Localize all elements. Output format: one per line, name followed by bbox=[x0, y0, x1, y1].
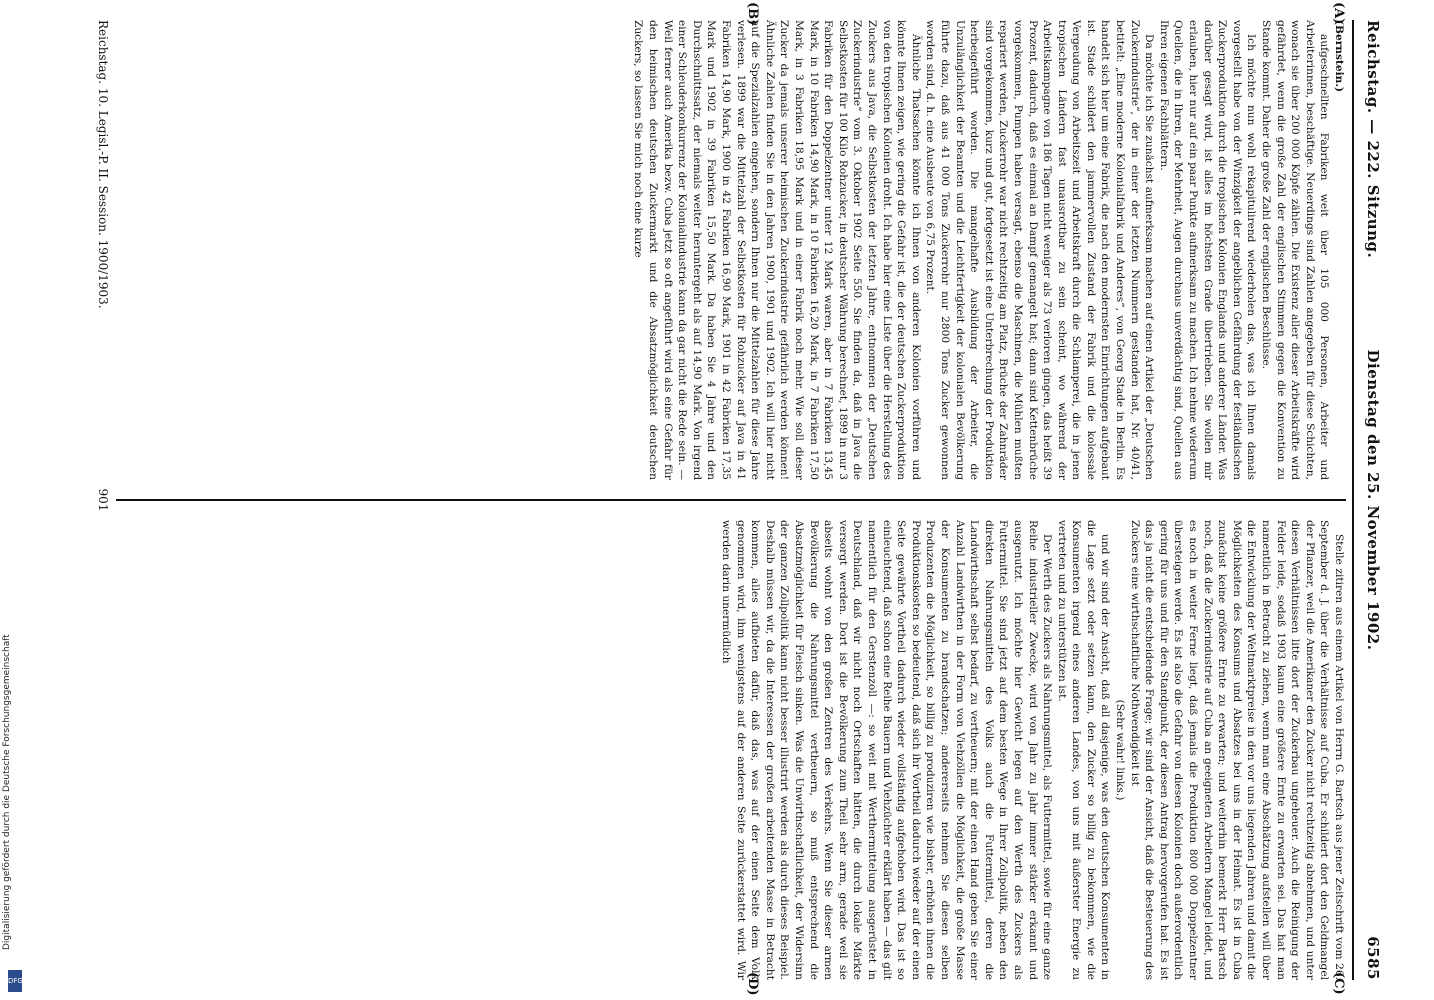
column-divider bbox=[116, 499, 1346, 501]
margin-marker-b: (B) bbox=[745, 2, 760, 26]
running-header bbox=[1356, 20, 1382, 980]
header-session: Reichstag. — 222. Sitzung. bbox=[1364, 20, 1382, 259]
paragraph: Ich möchte nun wohl rekapitulirend wiederholen das, was ich Ihnen damals vorgestellt habe von der Winzigkeit der angeblichen Gefährdung der festländischen Zuckerproduktion durch die tropischen Kolonien Englands und anderer Länder. Was darüber gesagt wird, ist alles im höchsten Grade übertrieben. Sie wollen mir erlauben, hier nur auf ein paar Punkte aufmerksam zu machen. Ich nehme wiederum Quellen, die in Ihren, der Mehrheit, Augen durchaus unverdächtig sind, Quellen aus Ihren eigenen Fachblättern. bbox=[1157, 20, 1258, 480]
speaker-name: (Bernstein.) bbox=[1333, 20, 1345, 93]
side-attribution bbox=[2, 0, 26, 1000]
paragraph: Ähnliche Thatsachen könnte ich Ihnen von anderen Kolonien vorführen und könnte Ihnen zeigen, wie gering die Gefahr ist, die der deutschen Zuckerproduktion von den tropischen Kolonien droht. Ich habe hier eine Liste über die Herstellung des Zuckers aus Java, die Selbstkosten der letzten Jahre, entnommen der „Deutschen Zuckerindustrie“ vom 3. Oktober 1902 Seite 550. Sie finden da, daß in Java die Selbstkosten für 100 Kilo Rohzucker, in deutscher Währung berechnet, 1899 in nur 3 Fabriken für den Doppelzentner unter 12 Mark waren, aber in 7 Fabriken 13,45 Mark, in 10 Fabriken 14,90 Mark, in 10 Fabriken 16,20 Mark, in 7 Fabriken 17,50 Mark, in 3 Fabriken 18,95 Mark und in einer Fabrik noch mehr. Wie soll dieser Zucker da jemals unserer heimischen Zuckerindustrie gefährlich werden können! Ähnliche Zahlen finden Sie in den Jahren 1900, 1901 und 1902. Ich will hier nicht auf die Spezialzahlen eingehen, sondern Ihnen nur die Mittelzahlen für diese Jahre verlesen. 1899 war die Mittelzahl der Selbstkosten für Rohzucker auf Java in 41 Fabriken 14,90 Mark, 1900 in 42 Fabriken 16,90 Mark, 1901 in 42 Fabriken 17,35 Mark und 1902 in 39 Fabriken 15,50 Mark. Da haben Sie 4 Jahre und den Durchschnittssatz, der niemals weiter heruntergeht als auf 14,90 Mark. Von irgend einer Schleuderkonkurrenz der Kolonialindustrie kann da gar nicht die Rede sein. — Weil ferner auch Amerika bezw. Cuba jetzt so oft angeführt wird als eine Gefahr für den heimischen deutschen Zuckermarkt und die Absatzmöglichkeit deutschen Zuckers, so lassen Sie mich noch eine kurze bbox=[632, 20, 922, 480]
header-rule bbox=[1352, 20, 1354, 980]
paragraph: Da möchte ich Sie zunächst aufmerksam machen auf einen Artikel der „Deutschen Zuckerindustrie“, der in einer der letzten Nummern gestanden hat, Nr. 40/41, betitelt: „Eine moderne Kolonialfabrik und Anderes“, von Georg Stade in Berlin. Es handelt sich hier um eine Fabrik, die nach den modernsten Einrichtungen aufgebaut ist. Stade schildert den jammervollen Zustand der Fabrik und die kolossale Vergeudung von Arbeitszeit und Arbeitskraft durch die Schlamperei, die in jenen tropischen Ländern fast unausrottbar zu sein scheint, wo während der Arbeitskampagne von 186 Tagen nicht weniger als 73 verloren gingen, das heißt 39 Prozent, dadurch, daß es einmal an Dampf gemangelt hat; dann sind Kettenbrüche vorgekommen, Pumpen haben versagt, ebenso die Maschinen, die Mühlen mußten repariert werden, Zuckerrohr war nicht rechtzeitig am Platz, Brüche der Zahnräder sind vorgekommen, kurz und gut, fortgesetzt ist eine Unterbrechung der Produktion herbeigeführt worden. Die mangelhafte Ausbildung der Arbeiter, die Unzulänglichkeit der Beamten und die Leichtfertigkeit der kolonialen Bevölkerung führte dazu, daß aus 41 000 Tons Zuckerrohr nur 2800 Tons Zucker gewonnen worden sind, d. h. eine Ausbeute von 6,75 Prozent. bbox=[924, 20, 1156, 480]
left-column bbox=[116, 20, 1346, 480]
paragraph: Der Werth des Zuckers als Nahrungsmittel, als Futtermittel, sowie für eine ganze Reihe industrieller Zwecke, wird von Jahr zu Jahr immer stärker erkannt und ausgenutzt. Ich möchte hier Gewicht legen auf den Werth des Zuckers als Futtermittel. Sie sind jetzt auf dem besten Wege in Ihrer Zollpolitik, neben den direkten Nahrungsmitteln des Volks auch die Futtermittel, deren die Landwirthschaft selbst bedarf, zu vertheuern; mit der einen Hand geben Sie einer Anzahl Landwirthen in der Form von Viehzöllen die Möglichkeit, die große Masse der Konsumenten zu brandschatzen; andererseits nehmen Sie diesen selben Produzenten die Möglichkeit, so billig zu produziren wie bisher, erhöhen ihnen die Produktionskosten so bedeutend, daß sich ihr Vortheil dadurch wieder auf der einen Seite gewährte Vortheil dadurch wieder vollständig aufgehoben wird. Das ist so einleuchtend, daß schon eine Reihe Bauern und Viehzüchter erklärt haben — das gilt namentlich für den Gerstenzoll —: so weit mit Werthermittelung ausgerüstet in Deutschland, daß wir nicht noch Ortschaften hätten, die durch lokale Märkte versorgt werden. Dort ist die Bevölkerung zum Theil sehr arm, gerade weil sie abseits wohnt von den großen Zentren des Verkehrs. Wenn Sie dieser armen Bevölkerung die Nahrungsmittel vertheuern, so muß entsprechend die Absatzmöglichkeit für Fleisch sinken. Was die Unwirthschaftlichkeit, der Widersinn der ganzen Zollpolitik kann nicht besser illustrirt werden als durch dieses Beispiel. Deshalb müssen wir, da die Interessen der großen arbeitenden Masse in Betracht kommen, alles aufbieten dafür, daß das, was auf der einen Seite dem Volk genommen wird, ihm wenigstens auf der anderen Seite zurückerstattet wird. Wir werden darin unermüdlich bbox=[720, 520, 1054, 980]
header-page-number: 6585 bbox=[1364, 936, 1382, 980]
paragraph: aufgeschnellten Fabriken weit über 105 000 Personen, Arbeiter und Arbeiterinnen, beschäftige. Neuerdings sind Zahlen angegeben für diese Schichten, wonach sie über 200 000 Köpfe zählen. Die Existenz aller dieser Arbeitskräfte wird gefährdet, wenn die große Zahl der englischen Stimmen gegen die Konvention zu Stande kommt. Daher die große Zahl der englischen Beschlüsse. bbox=[1260, 20, 1331, 480]
margin-marker-d: (D) bbox=[745, 972, 760, 996]
interjection: (Sehr wahr! links.) bbox=[1114, 699, 1127, 801]
header-date: Dienstag den 25. November 1902. bbox=[1364, 349, 1382, 651]
paragraph: Stelle zitiren aus einem Artikel von Herrn G. Bartsch aus jener Zeitschrift vom 26. September d. J. über die Verhältnisse auf Cuba. Er schildert dort den Geldmangel der Pflanzer, weil die Amerikaner den Zucker nicht rechtzeitig abnehmen, und unter diesen Verhältnissen litte dort der Zuckerbau ungeheuer. Auch die Reinigung der Felder leide, sodaß 1903 kaum eine größere Ernte zu erwarten sei. Das hat man namentlich in Betracht zu ziehen, wenn man eine Abschätzung aufstellen will über die Entwicklung der Weltmarktpreise in den vor uns liegenden Jahren und damit die Möglichkeiten des Konsums und Absatzes bei uns in der Heimat. Es ist in Cuba zunächst keine größere Ernte zu erwarten; und weiterhin bemerkt Herr Bartsch noch, daß die Zuckerindustrie auf Cuba an geeigneten Arbeitern Mangel leidet, und es noch in weiter Ferne liegt, daß jemals die Produktion 800 000 Doppelzentner übersteigen werde. Es ist also die Gefahr von diesen Kolonien doch außerordentlich gering für uns und für den Standpunkt, der diesen Antrag hervorgerufen hat. Es ist das ja nicht die entscheidende Frage; wir sind der Ansicht, daß die Besteuerung des Zuckers eine wirthschaftliche Nothwendigkeit ist bbox=[1128, 520, 1345, 980]
dfg-logo: DFG bbox=[8, 970, 22, 992]
paragraph: und wir sind der Ansicht, daß all dasjenige, was den deutschen Konsumenten in die Lage setzt oder setzen kann, den Zucker so billig zu bekommen, wie die Konsumenten irgend eines anderen Landes, von uns mit äußerster Energie zu vertreten und zu unterstützen ist. bbox=[1055, 520, 1112, 980]
right-column bbox=[116, 520, 1346, 980]
digitization-note: Digitalisierung gefördert durch die Deutsche Forschungsgemeinschaft bbox=[2, 634, 12, 950]
rotated-page-content bbox=[80, 0, 1400, 1000]
footer-legislature: Reichstag. 10. Legisl.-P. II. Session. 1900/1903. bbox=[96, 20, 110, 309]
margin-marker-a: (A) bbox=[1331, 2, 1346, 25]
margin-marker-c: (C) bbox=[1331, 972, 1346, 995]
footer-sheet-number: 901 bbox=[96, 488, 110, 512]
